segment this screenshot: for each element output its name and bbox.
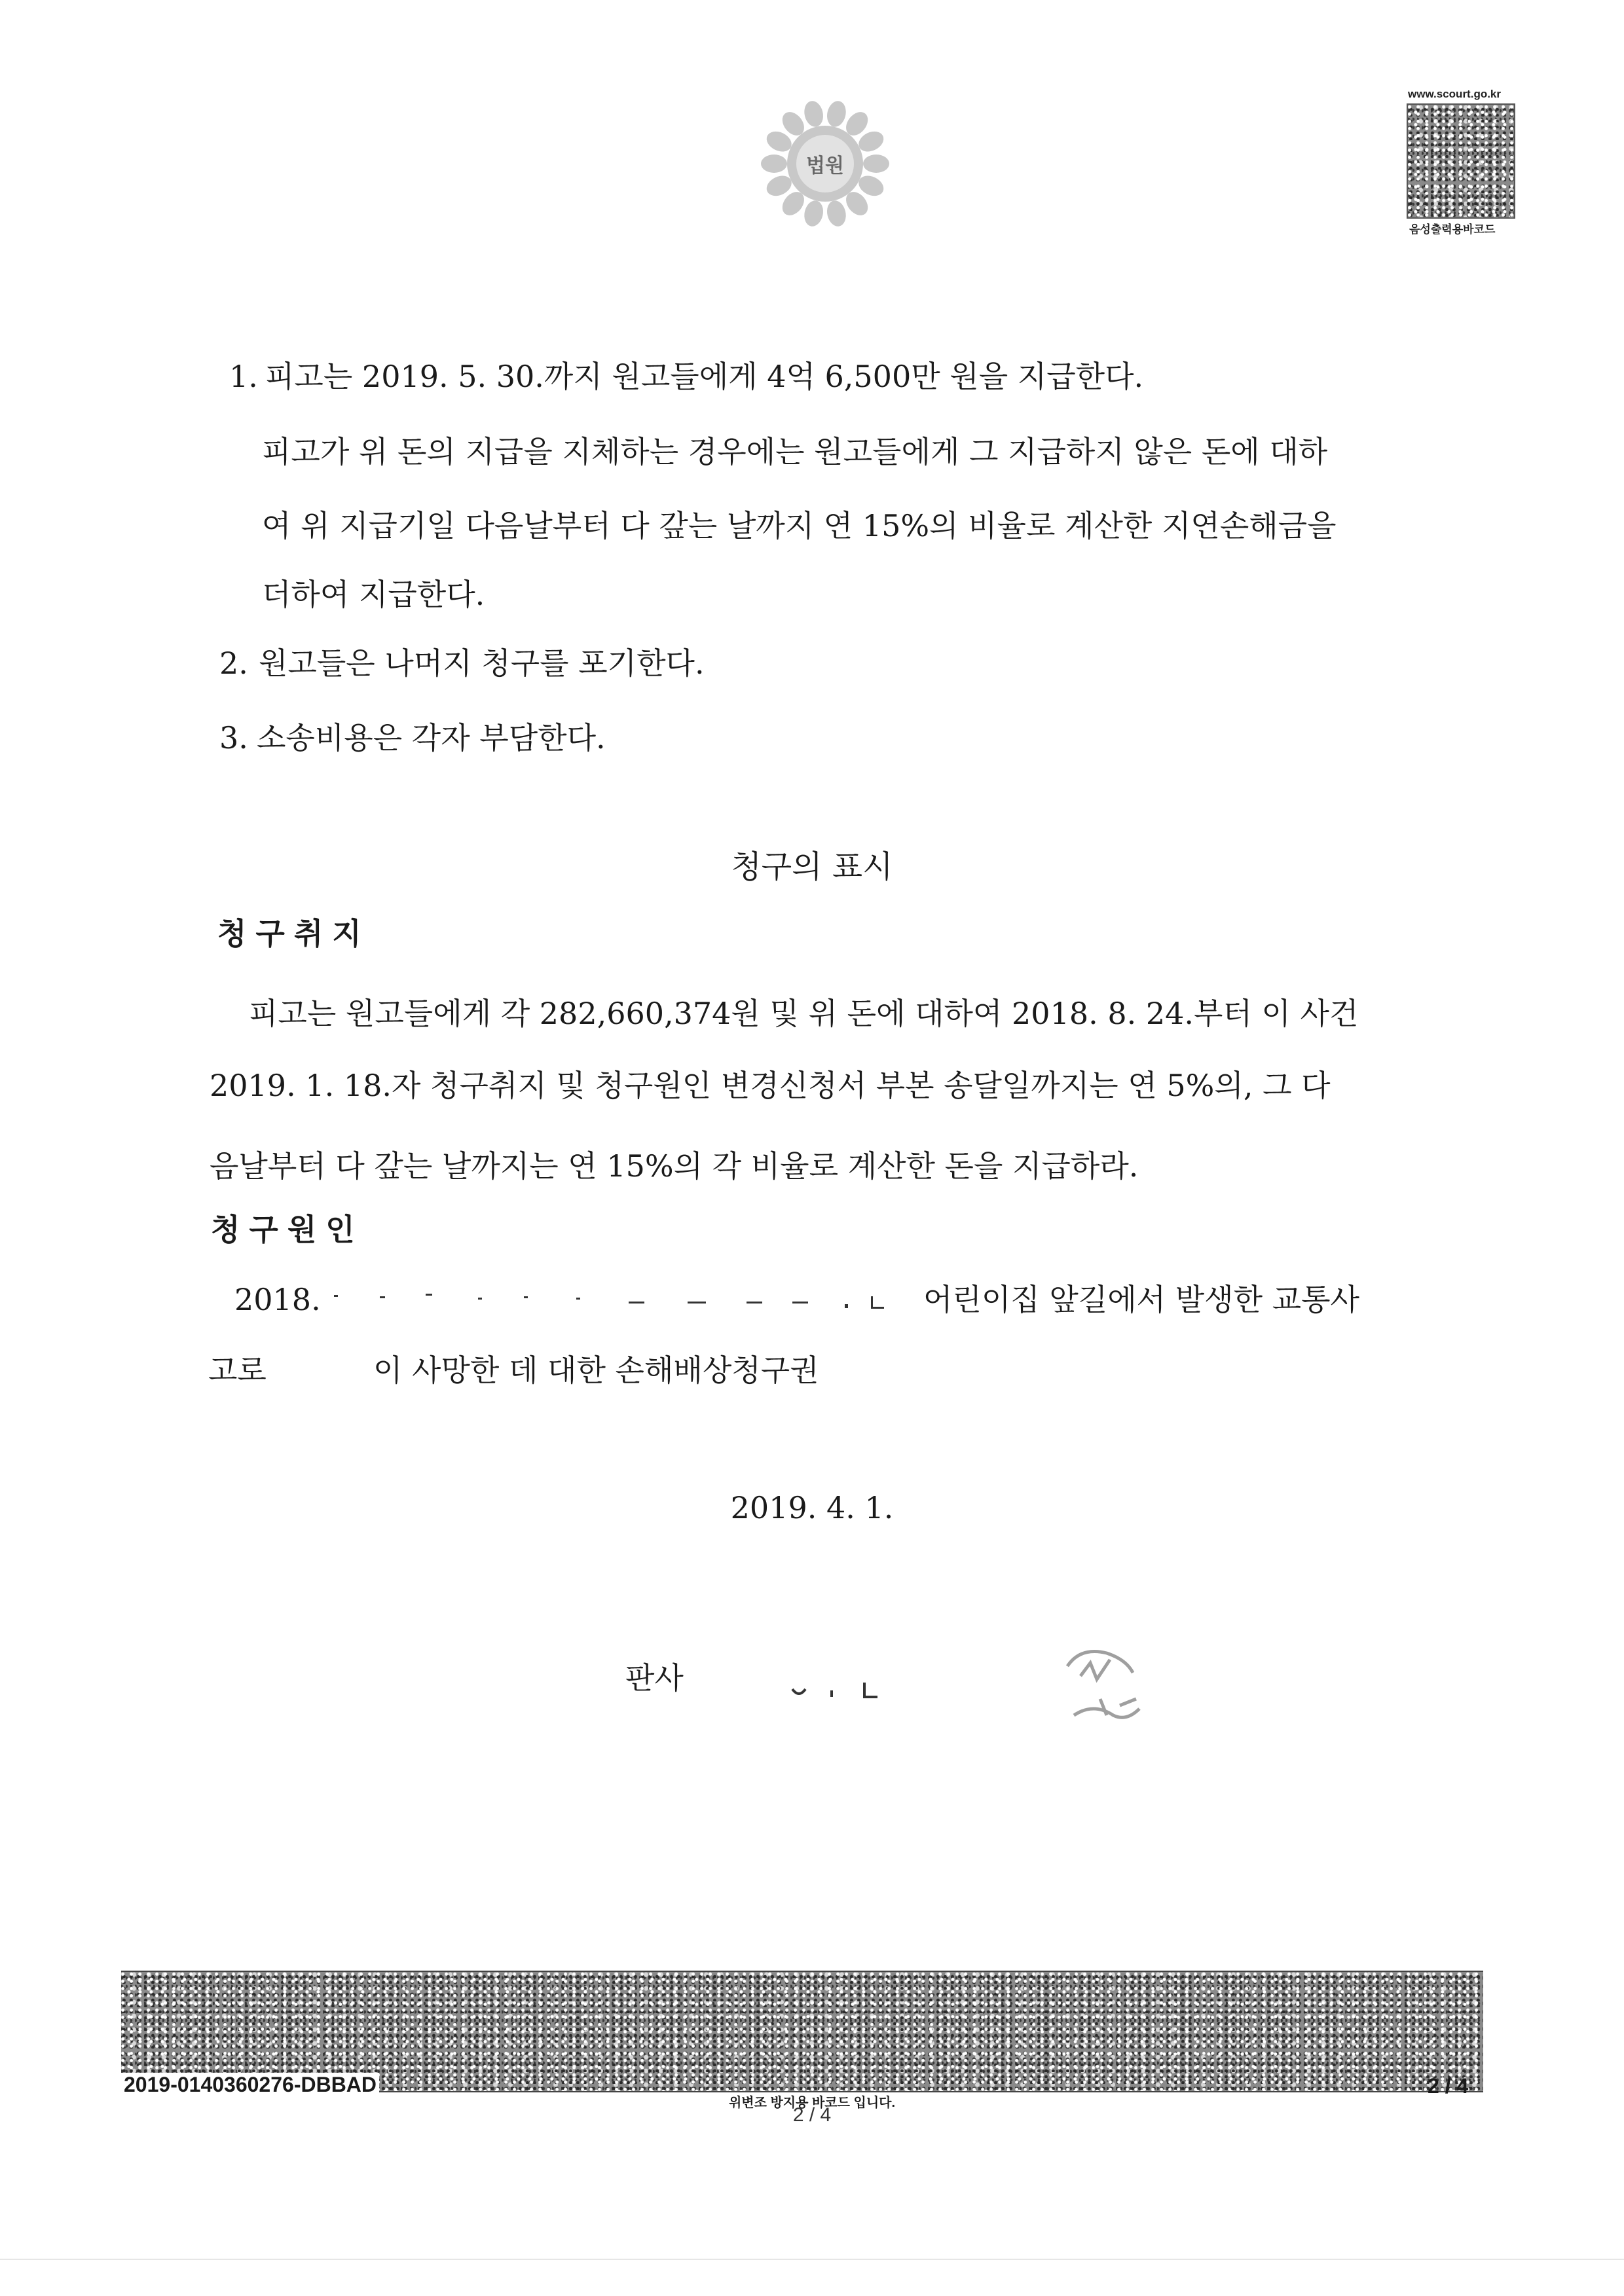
claim-cause-line-1-start: 2018. — [234, 1282, 321, 1317]
scan-edge-line — [0, 2259, 1624, 2260]
judge-label: 판사 — [625, 1660, 684, 1696]
claim-cause-line-2-start: 고로 — [208, 1353, 267, 1388]
claim-cause-line-2-end: 이 사망한 데 대한 손해배상청구권 — [373, 1353, 819, 1388]
order-item-1-line-4: 더하여 지급한다. — [262, 577, 485, 612]
page-number-right: 2 / 4 — [1428, 2074, 1469, 2098]
order-item-3-number: 3. — [219, 720, 248, 756]
claim-cause-heading: 청구원인 — [211, 1212, 364, 1247]
judge-seal-stamp — [1041, 1627, 1159, 1758]
redacted-region — [327, 1282, 917, 1319]
claim-purpose-line-2: 2019. 1. 18.자 청구취지 및 청구원인 변경신청서 부본 송달일까지는 연 5%의, 그 다 — [210, 1068, 1331, 1103]
court-seal-logo — [747, 92, 904, 236]
judge-name-redacted — [773, 1676, 904, 1709]
order-item-1-number: 1. — [229, 359, 258, 394]
qr-url: www.scourt.go.kr — [1408, 88, 1502, 100]
claim-purpose-line-3: 음날부터 다 갚는 날까지는 연 15%의 각 비율로 계산한 돈을 지급하라. — [210, 1148, 1139, 1184]
seal-petal — [824, 99, 848, 128]
seal-petal — [802, 198, 826, 228]
claim-cause-line-1-end: 어린이집 앞길에서 발생한 교통사 — [923, 1282, 1359, 1317]
order-item-2-line-1: 원고들은 나머지 청구를 포기한다. — [259, 646, 705, 681]
page-number-center: 2 / 4 — [792, 2104, 832, 2126]
claim-display-title: 청구의 표시 — [731, 848, 893, 885]
claim-purpose-heading: 청구취지 — [217, 916, 371, 951]
seal-petal — [761, 155, 787, 173]
claim-purpose-line-1: 피고는 원고들에게 각 282,660,374원 및 위 돈에 대하여 2018. 8. 24.부터 이 사건 — [249, 996, 1359, 1031]
seal-stamp-icon — [1041, 1627, 1159, 1758]
order-item-1-line-2: 피고가 위 돈의 지급을 지체하는 경우에는 원고들에게 그 지급하지 않은 돈에 대하 — [262, 434, 1328, 469]
order-item-1-line-1: 피고는 2019. 5. 30.까지 원고들에게 4억 6,500만 원을 지급한다. — [265, 359, 1144, 394]
seal-petal — [863, 155, 889, 173]
document-date: 2019. 4. 1. — [730, 1490, 894, 1525]
order-item-2-number: 2. — [219, 646, 248, 681]
court-seal-text: 법원 — [806, 155, 844, 177]
seal-petal — [802, 99, 826, 128]
order-item-3-line-1: 소송비용은 각자 부담한다. — [257, 720, 606, 756]
document-code: 2019-0140360276-DBBAD — [121, 2073, 379, 2097]
order-item-1-line-3: 여 위 지급기일 다음날부터 다 갚는 날까지 연 15%의 비율로 계산한 지연손해금을 — [262, 508, 1337, 543]
qr-caption: 음성출력용바코드 — [1409, 223, 1496, 236]
barcode-note: 위변조 방지용 바코드 입니다. — [728, 2096, 896, 2110]
qr-code-image — [1407, 103, 1515, 219]
seal-petal — [824, 198, 848, 228]
